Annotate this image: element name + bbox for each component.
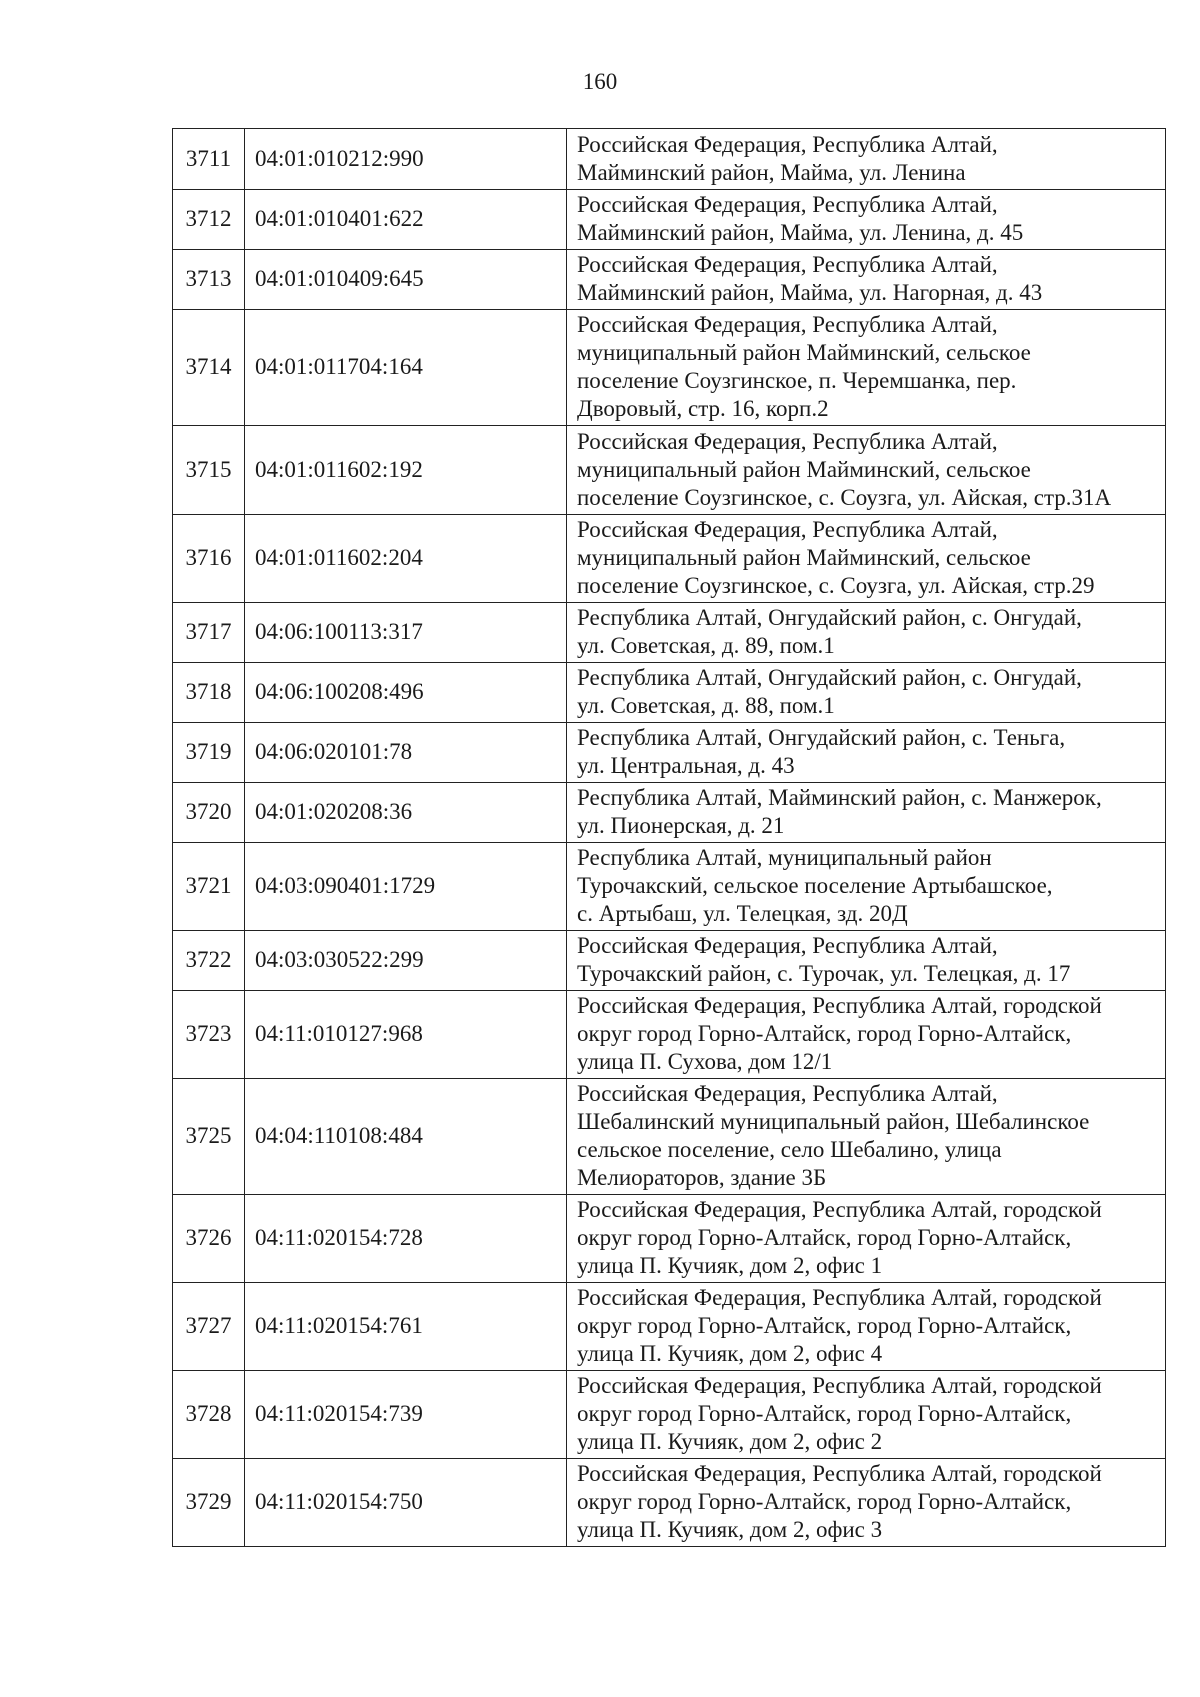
row-number-cell: 3720 [173, 783, 245, 843]
address-cell: Республика Алтай, Онгудайский район, с. Онгудай, ул. Советская, д. 89, пом.1 [567, 603, 1166, 663]
address-cell: Российская Федерация, Республика Алтай, городской округ город Горно-Алтайск, город Горно-Алтайск, улица П. Кучияк, дом 2, офис 3 [567, 1459, 1166, 1547]
address-cell: Российская Федерация, Республика Алтай, муниципальный район Майминский, сельское поселение Соузгинское, п. Черемшанка, пер. Дворовый, стр. 16, корп.2 [567, 310, 1166, 426]
row-number-cell: 3726 [173, 1195, 245, 1283]
address-cell: Республика Алтай, муниципальный район Турочакский, сельское поселение Артыбашское, с. Артыбаш, ул. Телецкая, зд. 20Д [567, 843, 1166, 931]
address-cell: Российская Федерация, Республика Алтай, Шебалинский муниципальный район, Шебалинское сельское поселение, село Шебалино, улица Мелиораторов, здание 3Б [567, 1079, 1166, 1195]
row-number-cell: 3725 [173, 1079, 245, 1195]
address-cell: Республика Алтай, Онгудайский район, с. Теньга, ул. Центральная, д. 43 [567, 723, 1166, 783]
table-row [173, 1371, 1166, 1459]
address-cell: Российская Федерация, Республика Алтай, городской округ город Горно-Алтайск, город Горно-Алтайск, улица П. Кучияк, дом 2, офис 1 [567, 1195, 1166, 1283]
table-row [173, 1283, 1166, 1371]
address-cell: Российская Федерация, Республика Алтай, Майминский район, Майма, ул. Нагорная, д. 43 [567, 250, 1166, 310]
cadastral-number-cell: 04:01:010212:990 [245, 129, 567, 190]
cadastral-number-cell: 04:06:100208:496 [245, 663, 567, 723]
row-number-cell: 3723 [173, 991, 245, 1079]
table-row [173, 931, 1166, 991]
table-row [173, 250, 1166, 310]
cadastral-number-cell: 04:11:010127:968 [245, 991, 567, 1079]
table-row [173, 723, 1166, 783]
row-number-cell: 3728 [173, 1371, 245, 1459]
table-row [173, 783, 1166, 843]
cadastral-number-cell: 04:03:090401:1729 [245, 843, 567, 931]
cadastral-number-cell: 04:01:020208:36 [245, 783, 567, 843]
cadastral-number-cell: 04:06:100113:317 [245, 603, 567, 663]
cadastral-number-cell: 04:01:011602:192 [245, 426, 567, 515]
table-row [173, 129, 1166, 190]
address-cell: Российская Федерация, Республика Алтай, городской округ город Горно-Алтайск, город Горно-Алтайск, улица П. Сухова, дом 12/1 [567, 991, 1166, 1079]
row-number-cell: 3711 [173, 129, 245, 190]
address-cell: Российская Федерация, Республика Алтай, Майминский район, Майма, ул. Ленина [567, 129, 1166, 190]
table-row [173, 310, 1166, 426]
table-row [173, 515, 1166, 603]
row-number-cell: 3722 [173, 931, 245, 991]
row-number-cell: 3729 [173, 1459, 245, 1547]
cadastral-number-cell: 04:01:011704:164 [245, 310, 567, 426]
address-cell: Республика Алтай, Онгудайский район, с. Онгудай, ул. Советская, д. 88, пом.1 [567, 663, 1166, 723]
row-number-cell: 3718 [173, 663, 245, 723]
address-cell: Республика Алтай, Майминский район, с. Манжерок, ул. Пионерская, д. 21 [567, 783, 1166, 843]
row-number-cell: 3714 [173, 310, 245, 426]
table-row [173, 603, 1166, 663]
row-number-cell: 3719 [173, 723, 245, 783]
address-cell: Российская Федерация, Республика Алтай, Турочакский район, с. Турочак, ул. Телецкая, д. 17 [567, 931, 1166, 991]
registry-table-body [173, 129, 1166, 1547]
cadastral-number-cell: 04:06:020101:78 [245, 723, 567, 783]
cadastral-number-cell: 04:11:020154:750 [245, 1459, 567, 1547]
row-number-cell: 3712 [173, 190, 245, 250]
row-number-cell: 3727 [173, 1283, 245, 1371]
address-cell: Российская Федерация, Республика Алтай, городской округ город Горно-Алтайск, город Горно-Алтайск, улица П. Кучияк, дом 2, офис 4 [567, 1283, 1166, 1371]
address-cell: Российская Федерация, Республика Алтай, муниципальный район Майминский, сельское поселение Соузгинское, с. Соузга, ул. Айская, стр.29 [567, 515, 1166, 603]
cadastral-number-cell: 04:11:020154:739 [245, 1371, 567, 1459]
address-cell: Российская Федерация, Республика Алтай, городской округ город Горно-Алтайск, город Горно-Алтайск, улица П. Кучияк, дом 2, офис 2 [567, 1371, 1166, 1459]
cadastral-number-cell: 04:04:110108:484 [245, 1079, 567, 1195]
cadastral-number-cell: 04:01:010401:622 [245, 190, 567, 250]
table-row [173, 1195, 1166, 1283]
address-cell: Российская Федерация, Республика Алтай, муниципальный район Майминский, сельское поселение Соузгинское, с. Соузга, ул. Айская, стр.31А [567, 426, 1166, 515]
cadastral-number-cell: 04:03:030522:299 [245, 931, 567, 991]
row-number-cell: 3715 [173, 426, 245, 515]
table-row [173, 190, 1166, 250]
cadastral-number-cell: 04:11:020154:761 [245, 1283, 567, 1371]
address-cell: Российская Федерация, Республика Алтай, Майминский район, Майма, ул. Ленина, д. 45 [567, 190, 1166, 250]
row-number-cell: 3721 [173, 843, 245, 931]
row-number-cell: 3716 [173, 515, 245, 603]
table-row [173, 991, 1166, 1079]
cadastral-number-cell: 04:11:020154:728 [245, 1195, 567, 1283]
page-number: 160 [582, 69, 618, 94]
row-number-cell: 3717 [173, 603, 245, 663]
table-row [173, 1079, 1166, 1195]
cadastral-number-cell: 04:01:010409:645 [245, 250, 567, 310]
row-number-cell: 3713 [173, 250, 245, 310]
cadastral-number-cell: 04:01:011602:204 [245, 515, 567, 603]
table-row [173, 1459, 1166, 1547]
table-row [173, 663, 1166, 723]
property-registry-table [172, 128, 1166, 1547]
table-row [173, 843, 1166, 931]
table-row [173, 426, 1166, 515]
